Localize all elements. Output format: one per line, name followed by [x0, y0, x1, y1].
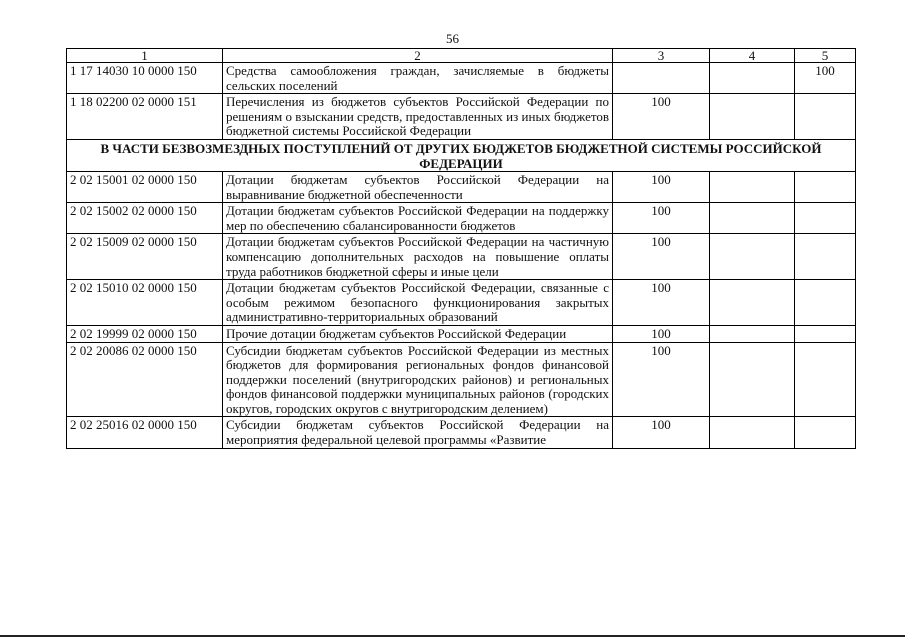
table-row: [67, 325, 856, 342]
value-col-5: [795, 234, 856, 280]
income-name: Дотации бюджетам субъектов Российской Федерации на частичную компенсацию дополнительных расходов на повышение оплаты труда работников бюджетной сферы и иные цели: [223, 234, 613, 280]
value-col-3: 100: [613, 203, 710, 234]
page-number: 56: [446, 31, 459, 46]
income-name: Дотации бюджетам субъектов Российской Федерации на выравнивание бюджетной обеспеченности: [223, 171, 613, 202]
income-name: Дотации бюджетам субъектов Российской Федерации, связанные с особым режимом безопасного функционирования закрытых административно-территориальных образований: [223, 280, 613, 326]
value-col-5: [795, 417, 856, 448]
value-col-4: [710, 203, 795, 234]
value-col-3: 100: [613, 94, 710, 140]
value-col-4: [710, 325, 795, 342]
column-number-4: 4: [710, 49, 795, 63]
budget-code: 2 02 20086 02 0000 150: [67, 342, 223, 417]
value-col-5: [795, 171, 856, 202]
value-col-4: [710, 94, 795, 140]
budget-code: 2 02 25016 02 0000 150: [67, 417, 223, 448]
column-number-3: 3: [613, 49, 710, 63]
value-col-3: 100: [613, 342, 710, 417]
table-row: [67, 63, 856, 94]
budget-code: 2 02 15010 02 0000 150: [67, 280, 223, 326]
budget-table: [66, 48, 856, 449]
value-col-3: 100: [613, 417, 710, 448]
budget-code: 2 02 15009 02 0000 150: [67, 234, 223, 280]
table-row: [67, 342, 856, 417]
income-name: Средства самообложения граждан, зачисляемые в бюджеты сельских поселений: [223, 63, 613, 94]
value-col-5: [795, 280, 856, 326]
budget-code: 2 02 19999 02 0000 150: [67, 325, 223, 342]
column-number-5: 5: [795, 49, 856, 63]
value-col-4: [710, 342, 795, 417]
section-title: В ЧАСТИ БЕЗВОЗМЕЗДНЫХ ПОСТУПЛЕНИЙ ОТ ДРУГИХ БЮДЖЕТОВ БЮДЖЕТНОЙ СИСТЕМЫ РОССИЙСКОЙ ФЕДЕРАЦИИ: [67, 139, 856, 171]
table-row: [67, 203, 856, 234]
table-row: [67, 417, 856, 448]
table-row: [67, 280, 856, 326]
income-name: Субсидии бюджетам субъектов Российской Федерации из местных бюджетов для формирования региональных фондов финансовой поддержки поселений (внутригородских районов) и региональных фондов финансовой поддержки муниципальных районов (городских округов, городских округов с внутригородским делением): [223, 342, 613, 417]
budget-code: 1 18 02200 02 0000 151: [67, 94, 223, 140]
table-row: [67, 94, 856, 140]
value-col-4: [710, 417, 795, 448]
income-name: Субсидии бюджетам субъектов Российской Федерации на мероприятия федеральной целевой программы «Развитие: [223, 417, 613, 448]
value-col-4: [710, 171, 795, 202]
income-name: Дотации бюджетам субъектов Российской Федерации на поддержку мер по обеспечению сбалансированности бюджетов: [223, 203, 613, 234]
table-row: [67, 234, 856, 280]
value-col-3: 100: [613, 325, 710, 342]
value-col-4: [710, 280, 795, 326]
value-col-5: [795, 203, 856, 234]
income-name: Перечисления из бюджетов субъектов Российской Федерации по решениям о взыскании средств, предоставленных из иных бюджетов бюджетной системы Российской Федерации: [223, 94, 613, 140]
value-col-4: [710, 63, 795, 94]
value-col-3: 100: [613, 171, 710, 202]
income-name: Прочие дотации бюджетам субъектов Российской Федерации: [223, 325, 613, 342]
value-col-5: [795, 94, 856, 140]
column-number-row: [67, 49, 856, 63]
value-col-3: 100: [613, 280, 710, 326]
section-header-row: [67, 139, 856, 171]
budget-code: 2 02 15002 02 0000 150: [67, 203, 223, 234]
value-col-3: [613, 63, 710, 94]
column-number-2: 2: [223, 49, 613, 63]
value-col-5: [795, 325, 856, 342]
value-col-4: [710, 234, 795, 280]
value-col-3: 100: [613, 234, 710, 280]
page-bottom-rule: [0, 635, 905, 637]
value-col-5: [795, 342, 856, 417]
table-row: [67, 171, 856, 202]
budget-code: 1 17 14030 10 0000 150: [67, 63, 223, 94]
value-col-5: 100: [795, 63, 856, 94]
budget-code: 2 02 15001 02 0000 150: [67, 171, 223, 202]
column-number-1: 1: [67, 49, 223, 63]
